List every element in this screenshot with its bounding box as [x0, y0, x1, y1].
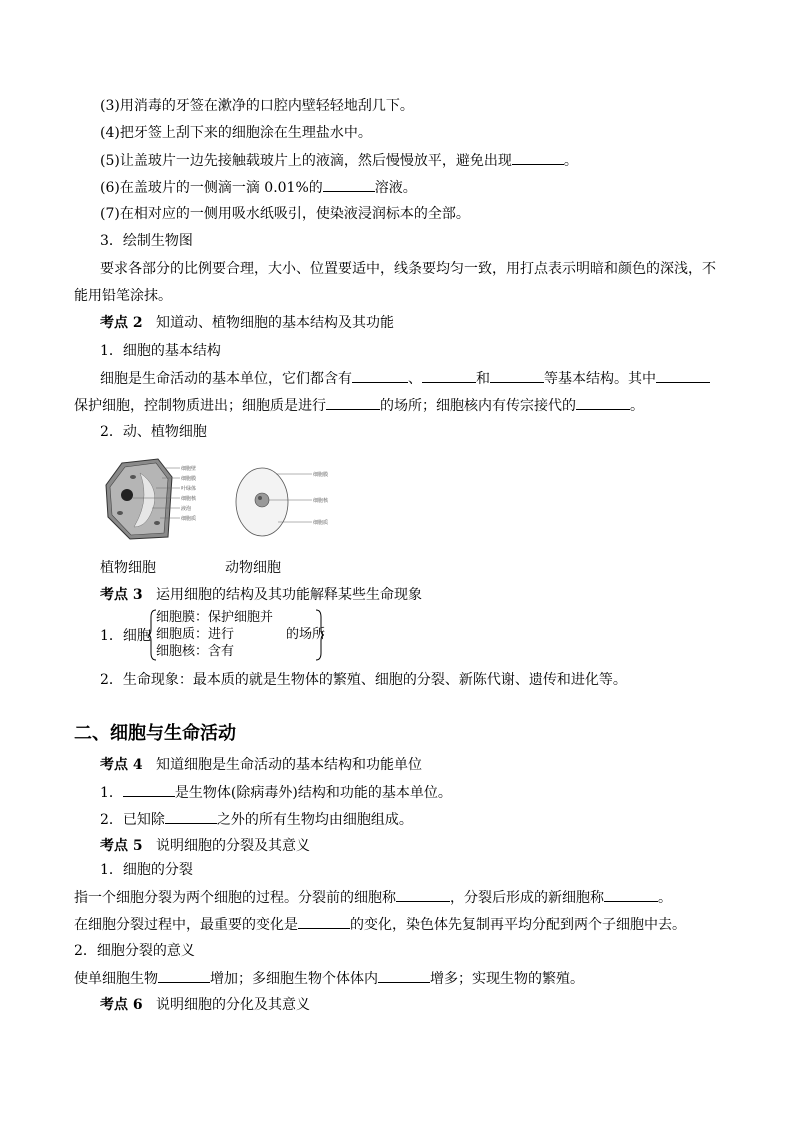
brace-item-nucleus: 细胞核：含有: [156, 644, 235, 659]
blank: [123, 782, 175, 797]
kd5-p1-c: 。: [658, 890, 672, 906]
blank: [604, 887, 658, 902]
step-5-end: 。: [563, 153, 578, 169]
plant-cell-diagram: [100, 455, 220, 545]
section-2-title: 二、细胞与生命活动: [74, 723, 236, 744]
kd5-p2-b: 的变化，染色体先复制再平均分配到两个子细胞中去。: [350, 917, 686, 933]
draw-heading: 3．绘制生物图: [100, 233, 193, 249]
kd4-label: 考点 4: [100, 757, 143, 773]
kd4-i1-a: 1．: [100, 785, 123, 801]
blank: [576, 395, 630, 410]
blank: [422, 368, 476, 383]
brace-item-cytoplasm: [156, 626, 325, 643]
chloroplast: [130, 475, 136, 479]
kd5-p1: [74, 887, 672, 908]
kd5-p3-c: 增多；实现生物的繁殖。: [430, 971, 584, 987]
kd2-p1: [100, 368, 710, 389]
kd4-heading: [100, 755, 422, 775]
kd3-label: 考点 3: [100, 587, 143, 603]
kd4-i1-b: 是生物体(除病毒外)结构和功能的基本单位。: [174, 785, 452, 801]
plant-label: 细胞核: [181, 496, 197, 502]
step-5-text: (5)让盖玻片一边先接触载玻片上的液滴，然后慢慢放平，避免出现: [100, 153, 512, 169]
animal-nucleus: [255, 493, 269, 507]
kd2-sub2: 2．动、植物细胞: [100, 424, 207, 440]
blank: [378, 968, 430, 983]
brace-prefix: 1．细胞: [100, 628, 151, 644]
blank: [352, 368, 408, 383]
blank: [656, 368, 710, 383]
blank: [323, 177, 375, 192]
kd5-title: 说明细胞的分裂及其意义: [155, 838, 310, 854]
plant-label: 细胞膜: [181, 476, 197, 482]
step-4: (4)把牙签上刮下来的细胞涂在生理盐水中。: [100, 125, 372, 141]
draw-text-2: 能用铅笔涂抹。: [74, 288, 172, 304]
kd4-title: 知道细胞是生命活动的基本结构和功能单位: [155, 757, 422, 773]
kd2-p1-a: 细胞是生命活动的基本单位，它们都含有: [100, 371, 352, 387]
kd3-title: 运用细胞的结构及其功能解释某些生命现象: [155, 587, 422, 603]
kd2-p2-b: 的场所；细胞核内有传宗接代的: [380, 398, 576, 414]
kd2-heading: [100, 313, 394, 333]
chloroplast: [154, 521, 160, 525]
animal-label: 细胞质: [313, 520, 329, 526]
kd5-p1-b: ，分裂后形成的新细胞称: [450, 890, 604, 906]
brace-items: [156, 609, 325, 660]
step-7: (7)在相对应的一侧用吸水纸吸引，使染液浸润标本的全部。: [100, 206, 470, 222]
animal-label: 细胞核: [313, 498, 329, 504]
kd4-item2: [100, 809, 413, 830]
blank: [512, 150, 564, 165]
brace-item-cytoplasm-a: 细胞质：进行: [156, 627, 235, 642]
blank: [396, 887, 450, 902]
kd2-p2-a: 保护细胞，控制物质进出；细胞质是进行: [74, 398, 326, 414]
plant-label: 细胞质: [181, 516, 197, 522]
draw-text-1: 要求各部分的比例要合理，大小、位置要适中，线条要均匀一致，用打点表示明暗和颜色的深浅，不: [100, 261, 716, 277]
step-6: [100, 177, 417, 198]
right-brace-icon: [314, 609, 324, 661]
kd5-p3-a: 使单细胞生物: [74, 971, 158, 987]
step-5: [100, 150, 578, 171]
blank: [490, 368, 544, 383]
animal-label: 细胞膜: [313, 472, 329, 478]
plant-nucleus: [121, 489, 133, 501]
kd2-p2-c: 。: [630, 398, 644, 414]
kd2-label: 考点 2: [100, 315, 143, 331]
plant-label: 叶绿体: [181, 486, 197, 492]
kd5-p2-a: 在细胞分裂过程中，最重要的变化是: [74, 917, 298, 933]
kd4-item1: [100, 782, 452, 803]
kd3-item2: 2．生命现象：最本质的就是生物体的繁殖、细胞的分裂、新陈代谢、遗传和进化等。: [100, 672, 627, 688]
kd2-p1-b: 、: [408, 371, 422, 387]
kd5-sub2: 2．细胞分裂的意义: [74, 943, 195, 959]
blank: [158, 968, 210, 983]
kd3-heading: [100, 585, 422, 605]
plant-caption: 植物细胞: [100, 560, 156, 576]
kd5-p3: [74, 968, 584, 989]
kd2-p1-c: 和: [476, 371, 490, 387]
plant-label: 细胞壁: [181, 466, 197, 472]
brace-item-cytoplasm-b: 的场所: [286, 627, 326, 642]
cell-structure-brace: [100, 609, 340, 661]
step-6-text: (6)在盖玻片的一侧滴一滴 0.01%的: [100, 180, 323, 196]
kd6-label: 考点 6: [100, 997, 143, 1013]
animal-caption: 动物细胞: [225, 560, 281, 576]
kd2-sub1: 1．细胞的基本结构: [100, 343, 221, 359]
kd6-heading: [100, 995, 310, 1015]
step-3: (3)用消毒的牙签在漱净的口腔内壁轻轻地刮几下。: [100, 98, 414, 114]
kd2-title: 知道动、植物细胞的基本结构及其功能: [155, 315, 394, 331]
kd5-p2: [74, 914, 686, 935]
kd5-sub1: 1．细胞的分裂: [100, 862, 193, 878]
blank: [165, 809, 217, 824]
kd4-i2-b: 之外的所有生物均由细胞组成。: [216, 812, 413, 828]
kd5-p1-a: 指一个细胞分裂为两个细胞的过程。分裂前的细胞称: [74, 890, 396, 906]
blank: [298, 914, 350, 929]
animal-cell-diagram: [232, 462, 352, 540]
kd5-label: 考点 5: [100, 838, 143, 854]
chloroplast: [117, 511, 123, 515]
kd5-p3-b: 增加；多细胞生物个体体内: [210, 971, 378, 987]
kd5-heading: [100, 836, 310, 856]
blank: [326, 395, 380, 410]
kd4-i2-a: 2．已知除: [100, 812, 165, 828]
kd6-title: 说明细胞的分化及其意义: [155, 997, 310, 1013]
kd2-p2: [74, 395, 644, 416]
step-6-end: 溶液。: [374, 180, 417, 196]
brace-item-membrane: 细胞膜：保护细胞并: [156, 610, 274, 625]
plant-label: 液泡: [181, 506, 192, 512]
kd2-p1-d: 等基本结构。其中: [544, 371, 656, 387]
